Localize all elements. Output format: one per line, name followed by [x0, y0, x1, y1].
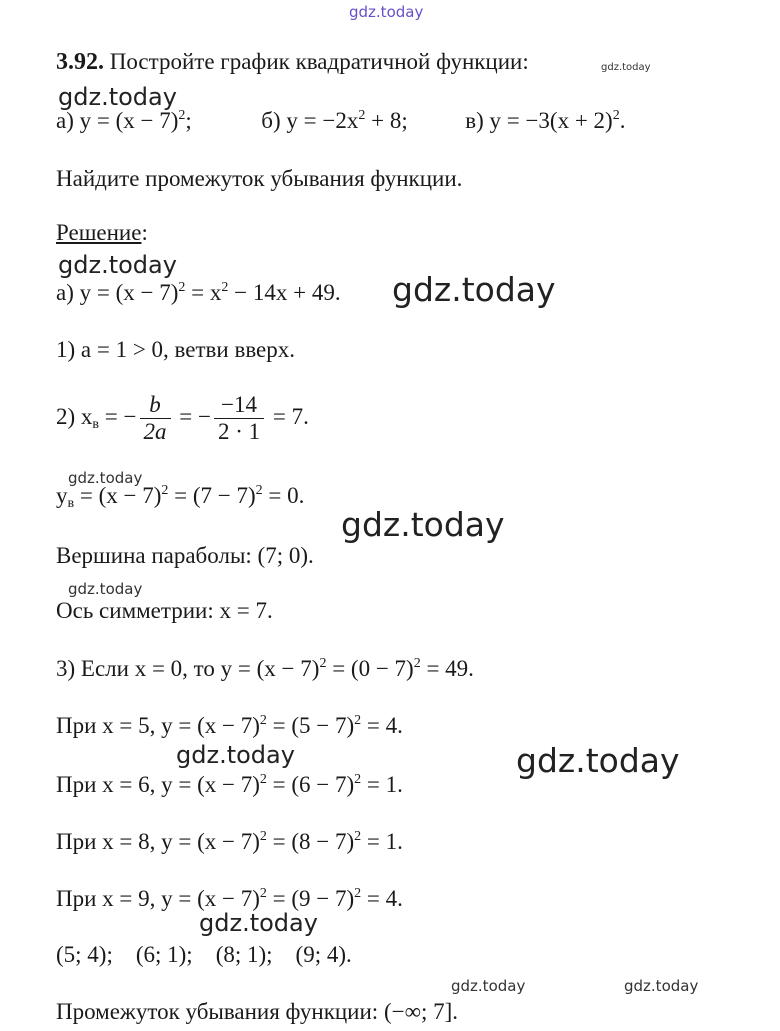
- watermark: gdz.today: [601, 62, 651, 73]
- point-x8: При x = 8, $y = (x - 7)^2 = (8 - 7)^2 = 1$.: [56, 829, 403, 854]
- watermark: gdz.today: [392, 270, 556, 309]
- watermark: gdz.today: [58, 83, 177, 111]
- watermark: gdz.today: [341, 505, 505, 544]
- variant-c: в) $y = -3(x + 2)^2$.: [465, 108, 626, 133]
- point-x9: При x = 9, $y = (x - 7)^2 = (9 - 7)^2 = 4$.: [56, 886, 403, 911]
- fraction-b-over-2a: $\frac{b}{2a}$: [140, 392, 171, 446]
- task-number: 3.92.: [56, 49, 104, 75]
- watermark: gdz.today: [58, 251, 177, 279]
- watermark: gdz.today: [516, 741, 680, 780]
- watermark: gdz.today: [624, 977, 699, 995]
- solution-heading: Решение:: [56, 220, 148, 245]
- solution-line-a: а) $y = (x - 7)^2 = x^2 - 14x + 49$.: [56, 280, 341, 305]
- watermark: gdz.today: [451, 977, 526, 995]
- point-x5: При x = 5, $y = (x - 7)^2 = (5 - 7)^2 = 4$.: [56, 713, 403, 738]
- step-3: 3) Если x = 0, то $y = (x - 7)^2 = (0 - 7)^2 = 49$.: [56, 656, 474, 681]
- watermark: gdz.today: [68, 580, 143, 598]
- point-x6: При x = 6, $y = (x - 7)^2 = (6 - 7)^2 = 1$.: [56, 772, 403, 797]
- watermark: gdz.today: [176, 741, 295, 769]
- vertex: Вершина параболы: (7; 0).: [56, 543, 314, 568]
- symmetry-axis: Ось симметрии: x = 7.: [56, 598, 273, 623]
- vertex-y: $y_в = (x - 7)^2 = (7 - 7)^2 = 0$.: [56, 483, 305, 511]
- task-statement: Постройте график квадратичной функции:: [109, 49, 529, 74]
- task-header: [56, 50, 529, 74]
- task-question: Найдите промежуток убывания функции.: [56, 166, 463, 191]
- answer: Промежуток убывания функции: (−∞; 7].: [56, 999, 459, 1024]
- task-variants: [56, 109, 625, 132]
- watermark: gdz.today: [68, 469, 143, 487]
- variant-b: б) $y = -2x^2 + 8$;: [261, 108, 408, 133]
- watermark: gdz.today: [349, 3, 424, 21]
- fraction-14-over-2: $\frac{-14}{2 \cdot 1}$: [214, 392, 264, 446]
- step-2: 2) $x_в$ = − $\frac{b}{2a}$ = − $\frac{-14}{2 \cdot 1}$ = 7.: [56, 392, 309, 445]
- variant-a: а) $y = (x - 7)^2$;: [56, 108, 192, 133]
- watermark: gdz.today: [199, 909, 318, 937]
- points-list: (5; 4); (6; 1); (8; 1); (9; 4).: [56, 942, 352, 967]
- step-1: 1) a = 1 > 0, ветви вверх.: [56, 337, 296, 362]
